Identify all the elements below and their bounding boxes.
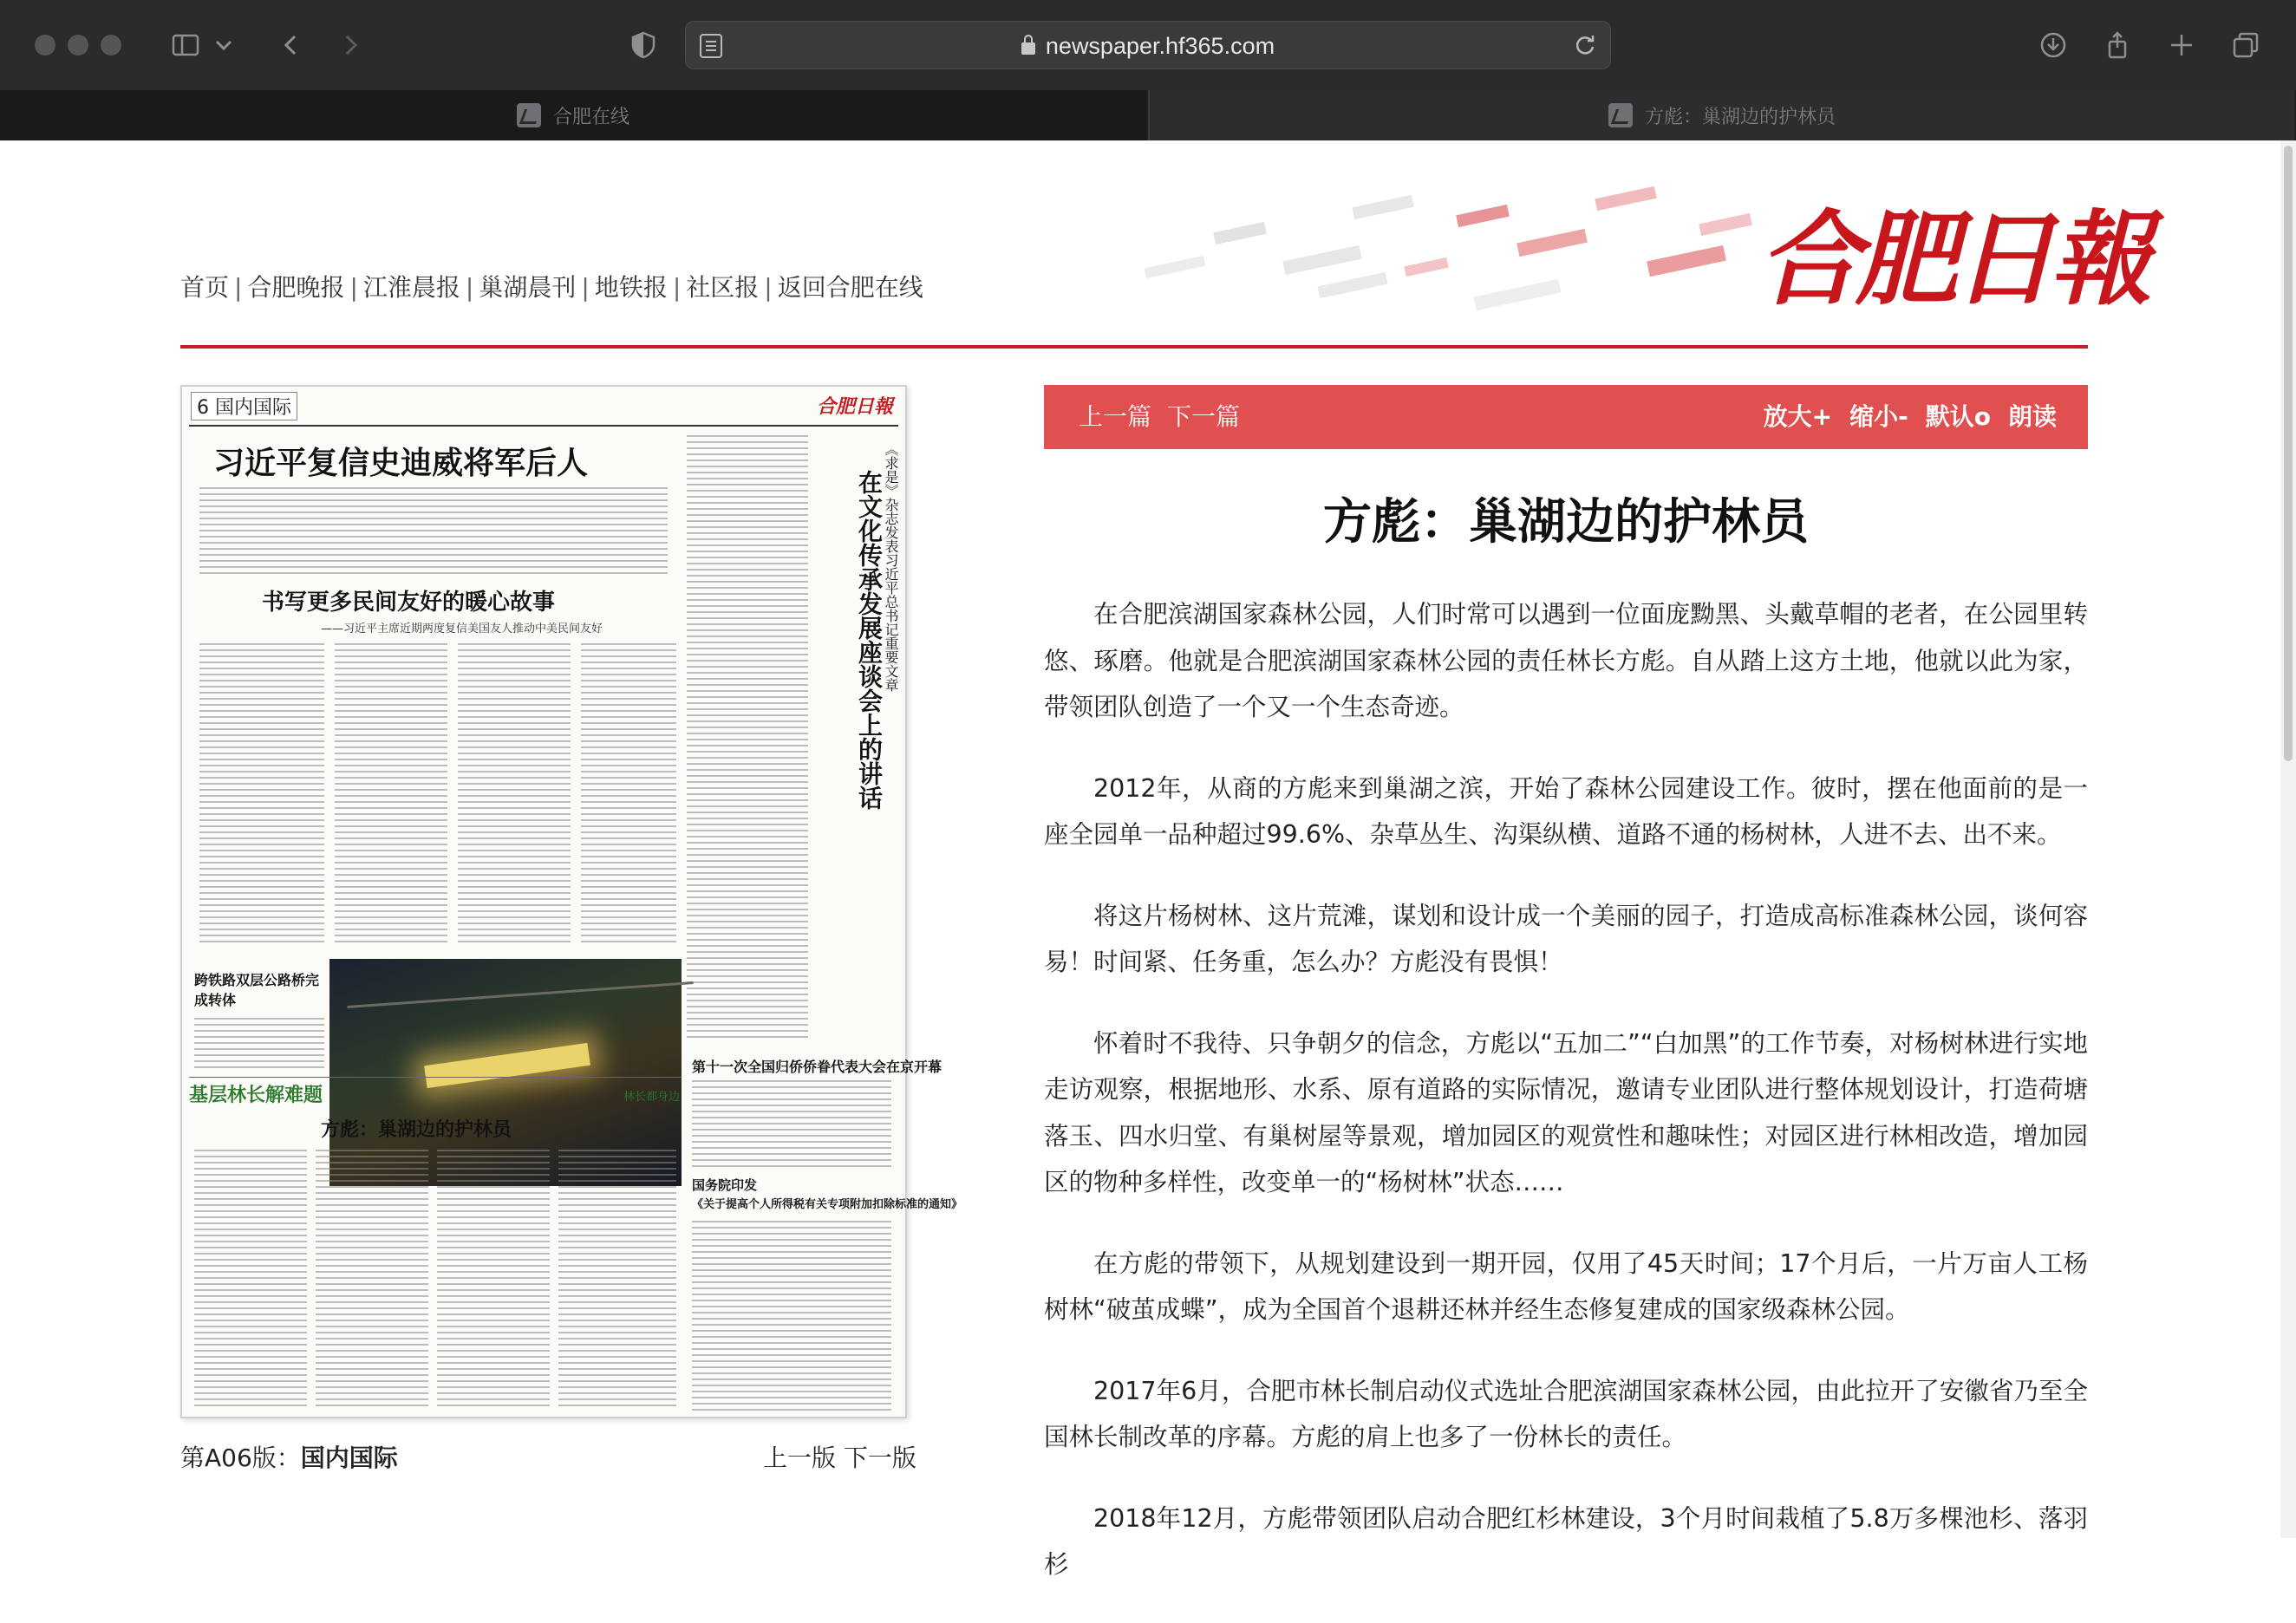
article-paragraph: 将这片杨树林、这片荒滩，谋划和设计成一个美丽的园子，打造成高标准森林公园，谈何容易！时间紧、任务重，怎么办？方彪没有畏惧！ [1044, 901, 2088, 976]
page-content [0, 140, 2280, 1579]
site-nav [180, 269, 923, 303]
nav-separator: | [581, 273, 590, 302]
tab-strip [0, 90, 2296, 140]
site-logo[interactable]: 合肥日報 [1758, 199, 2148, 319]
zoom-in-button[interactable]: 放大+ [1763, 402, 1833, 431]
zoom-out-button[interactable]: 缩小- [1849, 402, 1908, 431]
text-block [316, 1150, 428, 1410]
paper-caption-prefix: 第A06版： [180, 1444, 301, 1472]
paper-side-headline[interactable]: 第十一次全国归侨侨眷代表大会在京开幕 [692, 1059, 943, 1075]
nav-community[interactable]: 社区报 [686, 273, 760, 302]
prev-article-link[interactable]: 上一篇 [1079, 402, 1152, 431]
text-block [199, 643, 324, 947]
article-paragraph: 2012年，从商的方彪来到巢湖之滨，开始了森林公园建设工作。彼时，摆在他面前的是一座全园单一品种超过99.6%、杂草丛生、沟渠纵横、道路不通的杨树林，人进不去、出不来。 [1044, 773, 2088, 849]
text-block [335, 643, 447, 947]
article-body [1044, 591, 2088, 1623]
article-paragraph: 在合肥滨湖国家森林公园，人们时常可以遇到一位面庞黝黑、头戴草帽的老者，在公园里转悠、琢磨。他就是合肥滨湖国家森林公园的责任林长方彪。自从踏上这方土地，他就以此为家，带领团队创造了一个又一个生态奇迹。 [1044, 600, 2088, 721]
paper-notice-headline[interactable]: 《关于提高个人所得税有关专项附加扣除标准的通知》 [692, 1198, 963, 1211]
newspaper-page-thumbnail[interactable] [180, 385, 963, 1418]
prev-page-link[interactable]: 上一版 [763, 1444, 837, 1472]
header-divider [180, 345, 2088, 349]
paper-column-brand: 基层林长解难题 [189, 1084, 323, 1106]
article-paragraph: 2017年6月，合肥市林长制启动仪式选址合肥滨湖国家森林公园，由此拉开了安徽省乃至全国林长制改革的序幕。方彪的肩上也多了一份林长的责任。 [1044, 1376, 2088, 1451]
sidebar-toggle-icon[interactable] [166, 26, 205, 64]
page-section-label: 6 国内国际 [191, 392, 297, 420]
privacy-shield-icon[interactable] [624, 26, 662, 64]
paper-caption [180, 1439, 398, 1474]
nav-separator: | [764, 273, 773, 302]
text-block [692, 1221, 891, 1411]
nav-separator: | [465, 273, 474, 302]
text-block [558, 1150, 676, 1410]
article-paragraph: 2018年12月，方彪带领团队启动合肥红杉林建设，3个月时间栽植了5.8万多棵池杉、落羽杉 [1044, 1503, 2088, 1579]
site-favicon-icon [517, 103, 541, 127]
tab-article[interactable] [1148, 90, 2294, 140]
paper-notice-kicker: 国务院印发 [692, 1177, 758, 1193]
site-favicon-icon [1608, 103, 1633, 127]
share-icon[interactable] [2098, 26, 2136, 64]
paper-headline-2[interactable]: 书写更多民间友好的暖心故事 [262, 590, 556, 616]
text-block [581, 643, 676, 947]
paper-column-slogan: 林长都身边 [623, 1091, 680, 1104]
paper-masthead: 合肥日報 [816, 395, 893, 418]
nav-chaohu-morning[interactable]: 巢湖晨刊 [479, 273, 577, 302]
text-block [199, 487, 668, 574]
nav-separator: | [349, 273, 358, 302]
page-scrollbar[interactable] [2280, 140, 2296, 1538]
nav-metro[interactable]: 地铁报 [594, 273, 668, 302]
next-article-link[interactable]: 下一篇 [1167, 402, 1241, 431]
read-aloud-button[interactable]: 朗读 [2007, 402, 2057, 431]
article-toolbar [1044, 385, 2088, 449]
close-window-button[interactable] [35, 35, 55, 55]
paper-subheadline-2: ——习近平主席近期两度复信美国友人推动中美民间友好 [321, 622, 603, 636]
next-page-link[interactable]: 下一版 [843, 1444, 916, 1472]
paper-photo-caption: 跨铁路双层公路桥完成转体 [194, 972, 320, 1008]
paper-top-rule [189, 425, 898, 427]
tab-title: 方彪：巢湖边的护林员 [1644, 106, 1836, 128]
paper-vertical-kicker: 《求是》杂志发表习近平总书记重要文章 [883, 442, 899, 692]
paper-headline-main[interactable]: 习近平复信史迪威将军后人 [213, 445, 589, 481]
nav-jianghuai-morning[interactable]: 江淮晨报 [362, 273, 460, 302]
zoom-window-button[interactable] [101, 35, 121, 55]
nav-back-to-hefei-online[interactable]: 返回合肥在线 [777, 273, 923, 302]
minimize-window-button[interactable] [68, 35, 88, 55]
back-button[interactable] [272, 26, 310, 64]
forward-button[interactable] [331, 26, 369, 64]
text-block [194, 1018, 324, 1070]
text-block [692, 1080, 891, 1167]
tab-overview-icon[interactable] [2227, 26, 2265, 64]
tab-hefei-online[interactable] [0, 90, 1146, 140]
article-paragraph: 怀着时不我待、只争朝夕的信念，方彪以“五加二”“白加黑”的工作节奏，对杨树林进行实地走访观察，根据地形、水系、原有道路的实际情况，邀请专业团队进行整体规划设计，打造荷塘落玉、四水归堂、有巢树屋等景观，增加园区的观赏性和趣味性；对园区进行林相改造，增加园区的物种多样性，改变单一的“杨树林”状态…… [1044, 1028, 2088, 1196]
nav-separator: | [672, 273, 682, 302]
new-tab-icon[interactable] [2162, 26, 2201, 64]
article-title: 方彪：巢湖边的护林员 [1323, 494, 1809, 551]
article-paragraph: 在方彪的带领下，从规划建设到一期开园，仅用了45天时间；17个月后，一片万亩人工杨树林“破茧成蝶”，成为全国首个退耕还林并经生态修复建成的国家级森林公园。 [1044, 1248, 2088, 1324]
text-block [458, 643, 571, 947]
paper-vertical-title[interactable]: 在文化传承发展座谈会上的讲话 [855, 470, 884, 810]
chevron-down-icon[interactable] [212, 26, 236, 64]
download-icon[interactable] [2034, 26, 2072, 64]
nav-home[interactable]: 首页 [180, 273, 230, 302]
nav-hefei-evening[interactable]: 合肥晚报 [247, 273, 345, 302]
paper-feature-headline[interactable]: 方彪：巢湖边的护林员 [321, 1118, 512, 1141]
url-text: newspaper.hf365.com [1045, 33, 1275, 59]
browser-toolbar [0, 0, 2296, 90]
reload-icon[interactable] [1572, 32, 1598, 58]
scrollbar-thumb[interactable] [2284, 146, 2293, 761]
text-block [687, 435, 808, 1042]
address-bar[interactable] [685, 21, 1611, 69]
text-block [437, 1150, 550, 1410]
paper-rule [189, 1077, 682, 1078]
paper-pager [763, 1439, 916, 1474]
text-block [194, 1150, 307, 1410]
lock-icon [1021, 42, 1035, 55]
tab-title: 合肥在线 [552, 106, 629, 128]
nav-separator: | [234, 273, 243, 302]
default-size-button[interactable]: 默认o [1925, 402, 1991, 431]
paper-caption-section[interactable]: 国内国际 [300, 1444, 398, 1472]
